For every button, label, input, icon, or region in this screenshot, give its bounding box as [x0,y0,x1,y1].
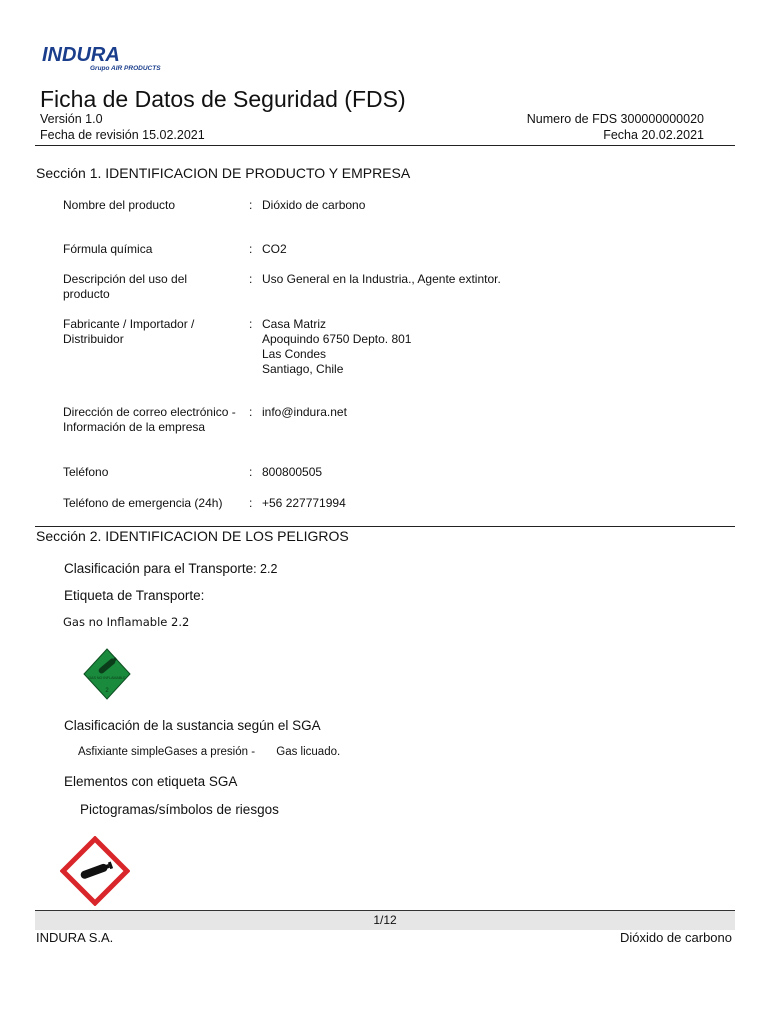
transport-class-label: Clasificación para el Transporte [64,561,254,576]
row-label: Dirección de correo electrónico - Información de la empresa [63,405,236,434]
page-title: Ficha de Datos de Seguridad (FDS) [40,86,406,112]
section2-heading: Sección 2. IDENTIFICACION DE LOS PELIGROS [36,528,349,544]
row-colon: : [249,317,253,331]
fds-number: Numero de FDS 300000000020 [526,112,704,126]
row-value: Casa Matriz Apoquindo 6750 Depto. 801 Las Condes Santiago, Chile [262,317,412,376]
sga-value-liquefied: Gas licuado. [276,746,341,758]
transport-label-text: Gas no Inflamable 2.2 [63,615,190,629]
indura-logo [40,44,170,72]
sga-classification-heading: Clasificación de la sustancia según el SGA [64,718,321,733]
version-text: Versión 1.0 [40,112,103,126]
row-colon: : [249,242,253,256]
ghs-gas-cylinder-icon [60,836,130,906]
sga-value-hazards: Asfixiante simpleGases a presión - [78,746,256,758]
section-divider [35,526,735,527]
row-label: Teléfono de emergencia (24h) [63,496,223,510]
logo-wordmark: INDURA [42,44,120,66]
row-value: +56 227771994 [262,496,346,510]
row-colon: : [249,496,253,510]
row-value: Dióxido de carbono [262,198,366,212]
row-colon: : [249,405,253,419]
pictograms-heading: Pictogramas/símbolos de riesgos [80,802,279,817]
row-label: Fórmula química [63,242,153,256]
sga-classification-value [78,746,340,758]
transport-class-value: : 2.2 [253,562,278,576]
footer-company: INDURA S.A. [36,930,114,945]
header-divider [35,145,735,146]
row-label: Nombre del producto [63,198,176,212]
row-label: Descripción del uso del producto [63,272,188,301]
sga-elements-heading: Elementos con etiqueta SGA [64,774,238,789]
row-colon: : [249,198,253,212]
row-label: Teléfono [63,465,109,479]
transport-classification [64,561,277,576]
row-colon: : [249,465,253,479]
transport-label-heading: Etiqueta de Transporte: [64,588,205,603]
row-value: Uso General en la Industria., Agente extintor. [262,272,501,286]
diamond-label: GAS NO INFLAMABLE [88,676,126,680]
fds-date: Fecha 20.02.2021 [603,128,704,142]
row-label: Fabricante / Importador / Distribuidor [63,317,195,346]
section1-heading: Sección 1. IDENTIFICACION DE PRODUCTO Y EMPRESA [36,165,411,181]
page-footer-bar [35,910,735,930]
row-value: CO2 [262,242,287,256]
footer-product: Dióxido de carbono [619,930,732,945]
revision-date: Fecha de revisión 15.02.2021 [40,128,205,142]
logo-subtext: Grupo AIR PRODUCTS [90,65,161,72]
row-colon: : [249,272,253,286]
page-number: 1/12 [373,913,397,927]
diamond-class-number: 2 [105,688,109,694]
row-value: 800800505 [262,465,323,479]
email-link[interactable]: info@indura.net [262,405,347,419]
nonflammable-gas-diamond-icon [83,648,131,700]
